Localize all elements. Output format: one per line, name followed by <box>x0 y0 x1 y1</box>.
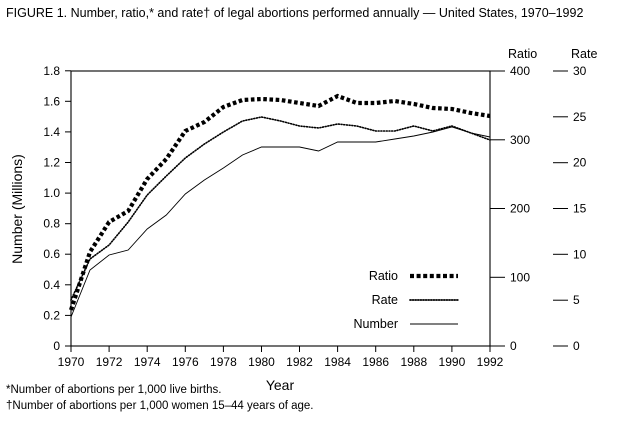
rate-axis <box>553 64 587 353</box>
left-axis-ticks <box>65 71 71 346</box>
ytick-number-4: 0.8 <box>43 216 60 231</box>
ytick-ratio-4: 400 <box>510 64 531 78</box>
legend-label-number: Number <box>353 317 398 331</box>
series-line-number <box>71 127 490 317</box>
xtick-8: 1986 <box>362 355 390 369</box>
xtick-9: 1988 <box>400 355 428 369</box>
xtick-0: 1970 <box>57 355 85 369</box>
xtick-10: 1990 <box>438 355 466 369</box>
x-axis-tick-labels <box>58 355 504 369</box>
x-axis-title: Year <box>265 377 295 393</box>
ytick-ratio-1: 100 <box>510 270 531 285</box>
ytick-number-9: 1.8 <box>43 63 60 78</box>
ytick-rate-3: 15 <box>573 201 587 216</box>
ytick-rate-6: 30 <box>573 64 587 78</box>
series-line-rate <box>71 117 490 300</box>
chart-legend <box>354 269 458 331</box>
ytick-number-1: 0.2 <box>43 308 60 323</box>
ratio-axis-header: Ratio <box>508 47 538 61</box>
ytick-rate-0: 0 <box>573 339 580 353</box>
ytick-rate-4: 20 <box>573 155 587 170</box>
ytick-rate-5: 25 <box>573 109 587 124</box>
left-axis-tick-labels <box>43 64 60 353</box>
footnote-rate: †Number of abortions per 1,000 women 15–44 years of age. <box>6 400 314 412</box>
ytick-ratio-2: 200 <box>510 201 531 216</box>
ytick-ratio-3: 300 <box>510 132 531 147</box>
rate-axis-header: Rate <box>571 47 598 61</box>
series-group <box>71 96 490 317</box>
xtick-5: 1980 <box>248 355 275 369</box>
xtick-6: 1982 <box>286 355 313 369</box>
xtick-7: 1984 <box>324 355 351 369</box>
ytick-rate-1: 5 <box>573 293 580 308</box>
figure-title: FIGURE 1. Number, ratio,* and rate† of legal abortions performed annually — United States, 1970–1992 <box>6 6 584 20</box>
plot-frame <box>71 71 490 346</box>
y-axis-title: Number (Millions) <box>9 154 25 264</box>
xtick-2: 1974 <box>133 355 161 369</box>
ytick-ratio-0: 0 <box>510 339 517 353</box>
xtick-4: 1978 <box>210 355 237 369</box>
xtick-1: 1972 <box>95 355 123 369</box>
legend-label-ratio: Ratio <box>368 269 398 283</box>
ratio-axis <box>490 64 530 353</box>
ytick-number-2: 0.4 <box>43 277 60 292</box>
ytick-number-3: 0.6 <box>43 247 60 262</box>
ytick-rate-2: 10 <box>573 247 587 262</box>
xtick-3: 1976 <box>171 355 199 369</box>
ytick-number-7: 1.4 <box>43 124 60 139</box>
legend-label-rate: Rate <box>371 293 398 307</box>
xtick-11: 1992 <box>476 355 504 369</box>
footnotes <box>6 382 626 414</box>
ytick-number-8: 1.6 <box>43 94 60 109</box>
footnote-ratio: *Number of abortions per 1,000 live births. <box>6 384 222 396</box>
ytick-number-5: 1.0 <box>43 186 60 201</box>
ytick-number-6: 1.2 <box>43 155 60 170</box>
ytick-number-0: 0 <box>53 339 60 353</box>
x-axis-ticks <box>71 346 490 352</box>
